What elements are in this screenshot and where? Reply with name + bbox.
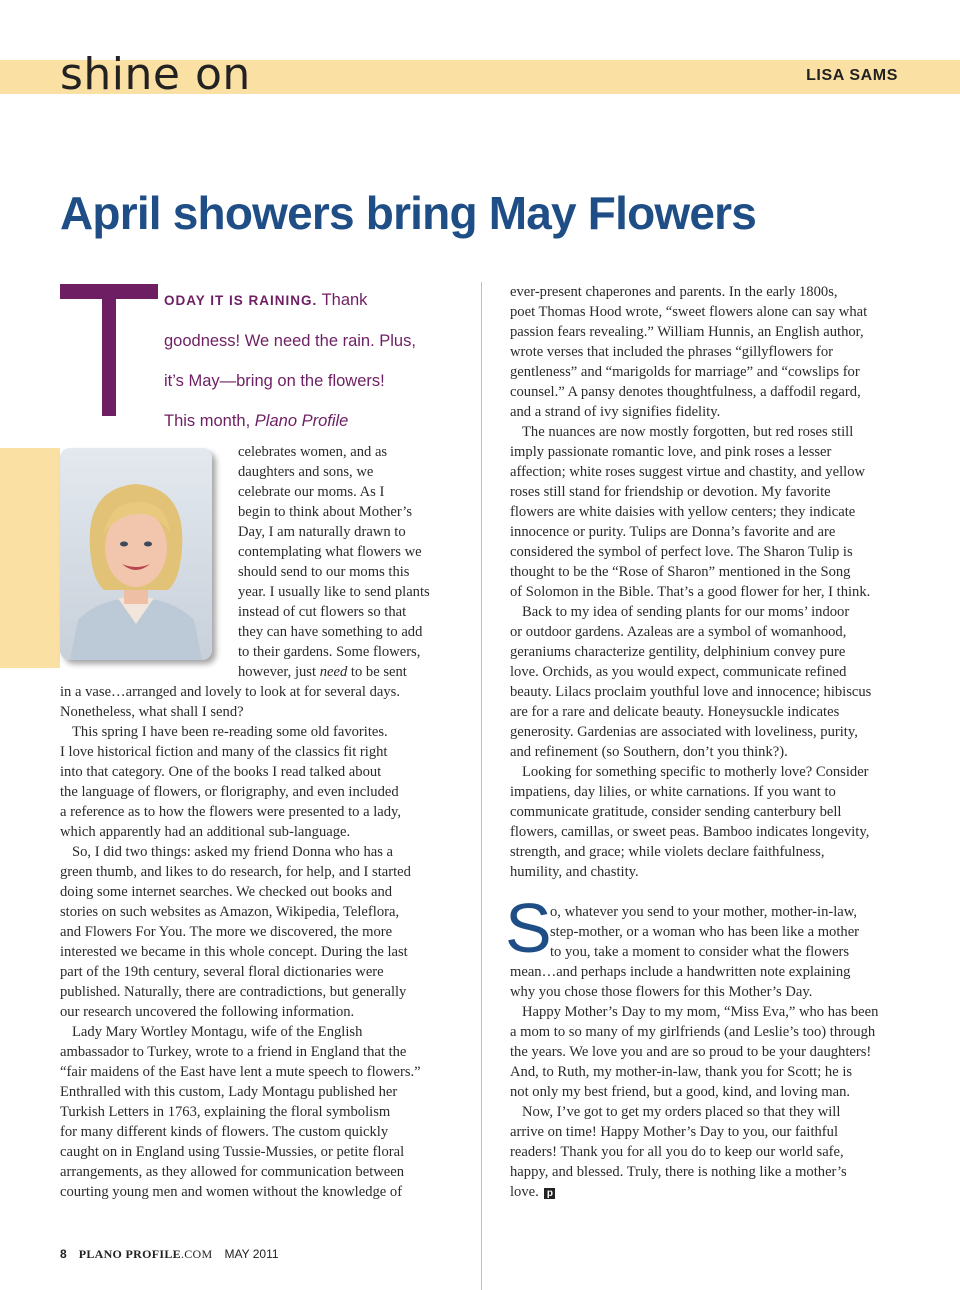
text-line: considered the symbol of perfect love. The Sharon Tulip is xyxy=(510,544,853,560)
text-line: affection; white roses suggest virtue and chastity, and yellow xyxy=(510,464,866,480)
text-line: or outdoor gardens. Azaleas are a symbol of womanhood, xyxy=(510,624,847,640)
text-fragment: love. xyxy=(510,1184,539,1200)
text-line: Enthralled with this custom, Lady Montagu published her xyxy=(60,1084,398,1100)
text-line: why you chose those flowers for this Mother’s Day. xyxy=(510,984,813,1000)
text-line: caught on in England using Tussie-Mussies, or petite floral xyxy=(60,1144,405,1160)
text-line: This spring I have been re-reading some old favorites. xyxy=(72,724,388,740)
text-line: Looking for something specific to motherly love? Consider xyxy=(522,764,869,780)
text-line: to you, take a moment to consider what the flowers xyxy=(550,944,850,960)
text-line: should send to our moms this xyxy=(238,564,410,580)
emphasis: need xyxy=(319,664,348,680)
text-line: ever-present chaperones and parents. In the early 1800s, xyxy=(510,284,838,300)
drop-cap-t-stem xyxy=(102,284,116,416)
text-line: communicate gratitude, consider sending canterbury bell xyxy=(510,804,842,820)
text-line: thought to be the “Rose of Sharon” mentioned in the Song xyxy=(510,564,851,580)
text-line: innocence or purity. Tulips are Donna’s favorite and are xyxy=(510,524,836,540)
page-footer xyxy=(60,1247,279,1262)
article-headline: April showers bring May Flowers xyxy=(60,187,757,239)
text-line: Nonetheless, what shall I send? xyxy=(60,704,244,720)
text-line: Happy Mother’s Day to my mom, “Miss Eva,” who has been xyxy=(522,1004,879,1020)
text-line: published. Naturally, there are contradictions, but generally xyxy=(60,984,407,1000)
text-line: green thumb, and likes to do research, for help, and I started xyxy=(60,864,411,880)
text-line: they can have something to add xyxy=(238,624,423,640)
author-photo xyxy=(60,448,212,660)
text-line: roses still stand for friendship or devotion. My favorite xyxy=(510,484,831,500)
text-line: the language of flowers, or florigraphy, and even included xyxy=(60,784,399,800)
text-line: for many different kinds of flowers. The custom quickly xyxy=(60,1124,389,1140)
drop-cap-t xyxy=(60,284,158,416)
text-line: humility, and chastity. xyxy=(510,864,639,880)
intro-line: it’s May—bring on the flowers! xyxy=(164,372,385,390)
publication-title: PLANO PROFILE xyxy=(78,1247,181,1261)
author-portrait-image xyxy=(60,448,212,660)
text-line: o, whatever you send to your mother, mother-in-law, xyxy=(550,904,857,920)
text-line: ambassador to Turkey, wrote to a friend in England that the xyxy=(60,1044,407,1060)
publication-domain: .COM xyxy=(180,1247,213,1261)
text-line: and Flowers For You. The more we discovered, the more xyxy=(60,924,393,940)
text-line: readers! Thank you for all you do to keep our world safe, xyxy=(510,1144,844,1160)
intro-small-caps: ODAY IT IS RAINING. xyxy=(164,293,318,308)
text-line: step-mother, or a woman who has been like a mother xyxy=(550,924,860,940)
text-line: The nuances are now mostly forgotten, but red roses still xyxy=(522,424,854,440)
text-line: poet Thomas Hood wrote, “sweet flowers alone can say what xyxy=(510,304,868,320)
text-line: I love historical fiction and many of the classics fit right xyxy=(60,744,388,760)
intro-first-rest: Thank xyxy=(321,291,368,309)
text-line: arrive on time! Happy Mother’s Day to you, our faithful xyxy=(510,1124,839,1140)
column-2-closing xyxy=(510,962,878,1202)
photo-accent-tab xyxy=(0,448,60,668)
text-line: and refinement (so Southern, don’t you think?). xyxy=(510,744,788,760)
text-line: our research uncovered the following information. xyxy=(60,1004,355,1020)
publication-name xyxy=(79,1247,213,1261)
text-line: begin to think about Mother’s xyxy=(238,504,413,520)
text-line: year. I usually like to send plants xyxy=(238,584,430,600)
text-line: wrote verses that included the phrases “gillyflowers for xyxy=(510,344,833,360)
intro-line: goodness! We need the rain. Plus, xyxy=(164,332,416,350)
text-line: So, I did two things: asked my friend Donna who has a xyxy=(72,844,394,860)
text-line: instead of cut flowers so that xyxy=(238,604,407,620)
column-divider xyxy=(481,282,482,1290)
column-2-beside-dropcap xyxy=(550,902,859,962)
text-line: flowers are white daisies with yellow centers; they indicate xyxy=(510,504,856,520)
magazine-name: Plano Profile xyxy=(254,412,349,430)
text-line: flowers, camillas, or sweet peas. Bamboo indicates longevity, xyxy=(510,824,870,840)
text-line: And, to Ruth, my mother-in-law, thank you for Scott; he is xyxy=(510,1064,853,1080)
text-line: generosity. Gardenias are associated with loveliness, purity, xyxy=(510,724,858,740)
text-line: a reference as to how the flowers were presented to a lady, xyxy=(60,804,402,820)
column-1-body xyxy=(60,682,421,1202)
text-line: and a strand of ivy signifies fidelity. xyxy=(510,404,721,420)
text-line: “fair maidens of the East have lent a mute speech to flowers.” xyxy=(60,1064,421,1080)
page-number: 8 xyxy=(60,1247,67,1261)
text-line xyxy=(510,1182,878,1202)
text-line xyxy=(238,662,430,682)
intro-line xyxy=(164,401,464,441)
intro-line xyxy=(164,280,464,321)
text-line: interested we became in this whole concept. During the last xyxy=(60,944,408,960)
text-fragment: to be sent xyxy=(347,664,407,680)
text-line: Back to my idea of sending plants for our moms’ indoor xyxy=(522,604,850,620)
text-line: Lady Mary Wortley Montagu, wife of the English xyxy=(72,1024,363,1040)
text-line: love. Orchids, as you would expect, communicate refined xyxy=(510,664,847,680)
text-line: gentleness” and “marigolds for marriage” and “cowslips for xyxy=(510,364,860,380)
text-fragment: however, just xyxy=(238,664,320,680)
text-line: daughters and sons, we xyxy=(238,464,374,480)
end-mark-icon: p xyxy=(544,1188,555,1199)
text-line: mean…and perhaps include a handwritten note explaining xyxy=(510,964,851,980)
text-line: Now, I’ve got to get my orders placed so that they will xyxy=(522,1104,841,1120)
text-line: strength, and grace; while violets declare faithfulness, xyxy=(510,844,825,860)
column-name: shine on xyxy=(60,49,251,100)
text-line: of Solomon in the Bible. That’s a good flower for her, I think. xyxy=(510,584,871,600)
text-line: to their gardens. Some flowers, xyxy=(238,644,421,660)
text-line: beauty. Lilacs proclaim youthful love and innocence; hibiscus xyxy=(510,684,872,700)
text-line: a mom to so many of my girlfriends (and Leslie’s too) through xyxy=(510,1024,876,1040)
column-2-body xyxy=(510,282,871,882)
text-line: part of the 19th century, several floral dictionaries were xyxy=(60,964,384,980)
text-line: celebrate our moms. As I xyxy=(238,484,385,500)
text-line: into that category. One of the books I read talked about xyxy=(60,764,382,780)
intro-lead xyxy=(164,280,464,441)
author-byline: LISA SAMS xyxy=(806,67,898,84)
text-line: are for a rare and delicate beauty. Honeysuckle indicates xyxy=(510,704,840,720)
text-line: in a vase…arranged and lovely to look at for several days. xyxy=(60,684,400,700)
text-line: which apparently had an additional sub-language. xyxy=(60,824,351,840)
text-line: contemplating what flowers we xyxy=(238,544,422,560)
text-line: imply passionate romantic love, and pink roses a lesser xyxy=(510,444,832,460)
drop-cap-s: S xyxy=(505,889,552,967)
issue-date: MAY 2011 xyxy=(224,1247,279,1261)
text-line: arrangements, as they allowed for communication between xyxy=(60,1164,405,1180)
text-line: counsel.” A pansy denotes thoughtfulness, a daffodil regard, xyxy=(510,384,861,400)
text-line: Turkish Letters in 1763, explaining the floral symbolism xyxy=(60,1104,391,1120)
text-line: not only my best friend, but a good, kind, and loving man. xyxy=(510,1084,851,1100)
intro-line-prefix: This month, xyxy=(164,412,255,430)
text-line: geraniums characterize gentility, delphinium convey pure xyxy=(510,644,846,660)
text-line: passion fears revealing.” William Hunnis, an English author, xyxy=(510,324,864,340)
text-line: happy, and blessed. Truly, there is nothing like a mother’s xyxy=(510,1164,847,1180)
text-line: Day, I am naturally drawn to xyxy=(238,524,406,540)
text-line: impatiens, day lilies, or white carnations. If you want to xyxy=(510,784,836,800)
text-line: celebrates women, and as xyxy=(238,444,388,460)
text-line: courting young men and women without the knowledge of xyxy=(60,1184,403,1200)
text-line: doing some internet searches. We checked out books and xyxy=(60,884,393,900)
text-line: the years. We love you and are so proud to be your daughters! xyxy=(510,1044,872,1060)
column-1-beside-photo xyxy=(238,442,430,682)
text-line: stories on such websites as Amazon, Wikipedia, Teleflora, xyxy=(60,904,400,920)
